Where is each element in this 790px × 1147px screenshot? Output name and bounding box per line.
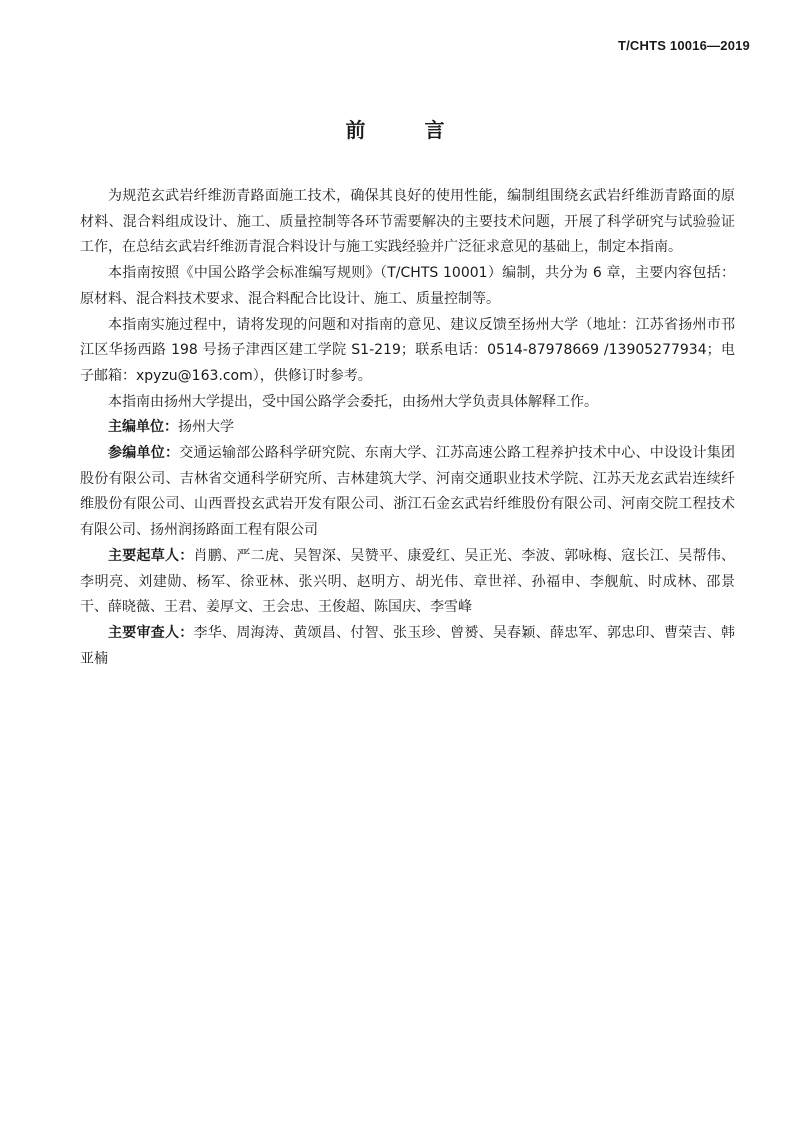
page-title: 前 言 bbox=[345, 118, 471, 142]
participants-value: 交通运输部公路科学研究院、东南大学、江苏高速公路工程养护技术中心、中设设计集团股份有限公司、吉林省交通科学研究所、吉林建筑大学、河南交通职业技术学院、江苏天龙玄武岩连续纤维股份有限公司、山西晋投玄武岩开发有限公司、浙江石金玄武岩纤维股份有限公司、河南交院工程技术有限公司、扬州润扬路面工程有限公司 bbox=[80, 445, 735, 539]
chief-editor-value: 扬州大学 bbox=[178, 419, 234, 436]
drafters-label: 主要起草人： bbox=[108, 547, 194, 564]
paragraph-purpose: 为规范玄武岩纤维沥青路面施工技术，确保其良好的使用性能，编制组围绕玄武岩纤维沥青路面的原材料、混合料组成设计、施工、质量控制等各环节需要解决的主要技术问题，开展了科学研究与试验验证工作，在总结玄武岩纤维沥青混合料设计与施工实践经验并广泛征求意见的基础上，制定本指南。 bbox=[80, 188, 735, 256]
reviewers-line bbox=[80, 621, 735, 672]
participants-label: 参编单位： bbox=[108, 445, 180, 462]
chief-editor-label: 主编单位： bbox=[108, 419, 178, 436]
foreword-body bbox=[80, 184, 735, 672]
participants-line bbox=[80, 441, 735, 544]
chief-editor-line bbox=[80, 415, 735, 441]
paragraph-structure: 本指南按照《中国公路学会标准编写规则》（T/CHTS 10001）编制，共分为 6 章，主要内容包括：原材料、混合料技术要求、混合料配合比设计、施工、质量控制等。 bbox=[80, 265, 735, 307]
paragraph-feedback: 本指南实施过程中，请将发现的问题和对指南的意见、建议反馈至扬州大学（地址：江苏省扬州市邗江区华扬西路 198 号扬子津西区建工学院 S1-219；联系电话：0514-87978669 /13905277934；电子邮箱：xpyzu@163.com），供修订时参考。 bbox=[80, 316, 735, 384]
reviewers-value: 李华、周海涛、黄颂昌、付智、张玉珍、曾赟、吴春颖、薛忠军、郭忠印、曹荣吉、韩亚楠 bbox=[80, 624, 736, 667]
paragraph-interpretation: 本指南由扬州大学提出，受中国公路学会委托，由扬州大学负责具体解释工作。 bbox=[108, 393, 598, 410]
drafters-value: 肖鹏、严二虎、吴智深、吴赞平、康爱红、吴正光、李波、郭咏梅、寇长江、吴帮伟、李明亮、刘建勋、杨军、徐亚林、张兴明、赵明方、胡光伟、章世祥、孙福申、李舰航、时成林、邵景干、薛晓薇、王君、姜厚文、王会忠、王俊超、陈国庆、李雪峰 bbox=[80, 547, 736, 616]
reviewers-label: 主要审查人： bbox=[108, 624, 194, 641]
drafters-line bbox=[80, 544, 735, 621]
standard-number: T/CHTS 10016—2019 bbox=[617, 38, 750, 53]
